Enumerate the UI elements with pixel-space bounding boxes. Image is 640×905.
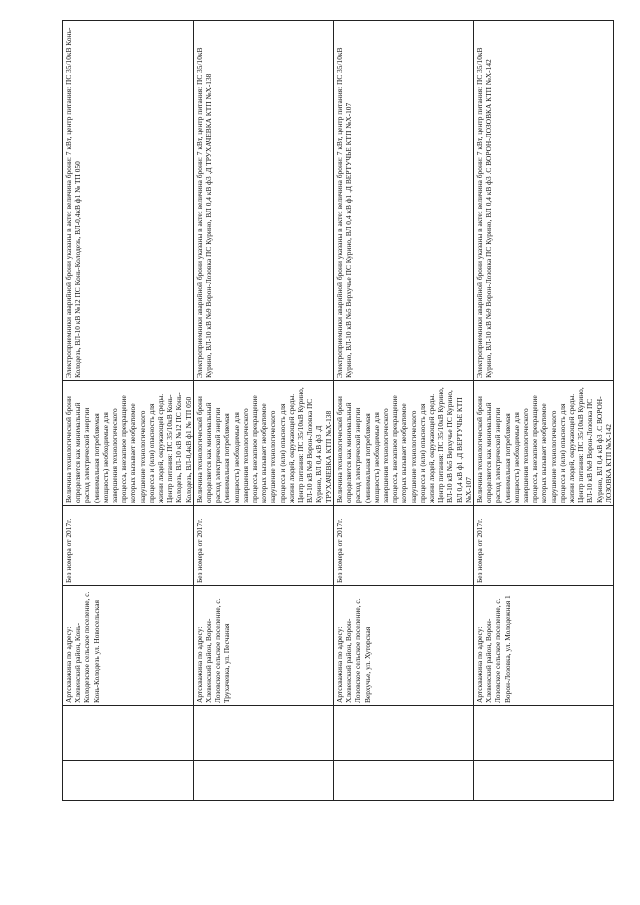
emergency-reserve-cell: Электроприемники аварийной брони указаны в акте: величина брони: 7 кВт, центр питания: ПС 35/10кВ Курино, ВЛ-10 кВ №5 Верхучье ПС Курино, ВЛ 0,4 кВ ф1 .Д ВЕРТУЧЬЕ КТП №Х-107 xyxy=(333,21,473,381)
blank-cell xyxy=(63,761,194,801)
tech-reserve-cell: Величина технологической брони определяется как минимальный расход электрической энергии (минимальная потребляемая мощность) необходимые для завершения технологического процесса, внезапное прекращение которых вызывает необратимое нарушение технологического процесса и (или) опасность для жизни людей, окружающей среды. Центр питания: ПС 35/10кВ Курино, ВЛ-10 кВ №9 Ворон-Лозовка ПС Курино, ВЛ 0,4 кВ ф3 .Д ТРУХАЧЕВКА КТП №Х-138 xyxy=(193,381,333,506)
table-row xyxy=(333,21,473,801)
blank-cell xyxy=(473,761,613,801)
address-cell: Артскважина по адресу: Хлевенский район, Конь-Колодезское сельское поселение, с. Конь-Колодезь ул. Новосельская xyxy=(63,586,194,706)
blank-cell xyxy=(193,761,333,801)
blank-cell xyxy=(193,706,333,761)
emergency-reserve-cell: Электроприемники аварийной брони указаны в акте: величина брони: 7 кВт, центр питания: ПС 35/10кВ Курино, ВЛ-10 кВ №9 Ворон-Лозовка ПС Курино, ВЛ 0,4 кВ ф3 .С ВОРОН-ЛОЗОВКА КТП №Х-142 xyxy=(473,21,613,381)
number-cell: Без номера от 2017г. xyxy=(473,506,613,586)
number-cell: Без номера от 2017г. xyxy=(63,506,194,586)
reserve-table xyxy=(62,20,614,801)
address-cell: Артскважина по адресу: Хлевенский район, Ворон-Лозовское сельское поселение, с. Ворон-Лозовка, ул. Молодежная 1 xyxy=(473,586,613,706)
tech-reserve-cell: Величина технологической брони определяется как минимальный расход электрической энергии (минимальная потребляемая мощность) необходимые для завершения технологического процесса, внезапное прекращение которых вызывает необратимое нарушение технологического процесса и (или) опасность для жизни людей, окружающей среды. Центр питания: ПС 35/10кВ Курино, ВЛ-10 кВ №9 Ворон-Лозовка ПС Курино, ВЛ 0,4 кВ ф3 .С ВОРОН-ЛОЗОВКА КТП №Х-142 xyxy=(473,381,613,506)
address-cell: Артскважина по адресу: Хлевенский район, Ворон-Лозовское сельское поселение, с. Верхучье, ул. Хуторская xyxy=(333,586,473,706)
blank-cell xyxy=(63,706,194,761)
address-cell: Артскважина по адресу: Хлевенский район, Ворон-Лозовское сельское поселение, с. Трухачевка, ул. Песчаная xyxy=(193,586,333,706)
emergency-reserve-cell: Электроприемники аварийной брони указаны в акте: величина брони: 7 кВт, центр питания: ПС 35/10кВ Конь-Колодезь, ВЛ-10 кВ №12 ПС Конь-Колодезь, ВЛ-0,4кВ ф1 № ТП 050 xyxy=(63,21,194,381)
table-row xyxy=(63,21,194,801)
rotated-table-wrapper xyxy=(62,21,613,801)
table-row xyxy=(193,21,333,801)
table-row xyxy=(473,21,613,801)
number-cell: Без номера от 2017г. xyxy=(193,506,333,586)
emergency-reserve-cell: Электроприемники аварийной брони указаны в акте: величина брони: 7 кВт, центр питания: ПС 35/10кВ Курино, ВЛ-10 кВ №9 Ворон-Лозовка ПС Курино, ВЛ 0,4 кВ ф3 .Д ТРУХАЧЕВКА КТП №Х-138 xyxy=(193,21,333,381)
tech-reserve-cell: Величина технологической брони определяется как минимальный расход электрической энергии (минимальная потребляемая мощность) необходимые для завершения технологического процесса, внезапное прекращение которых вызывает необратимое нарушение технологического процесса и (или) опасность для жизни людей, окружающей среды. Центр питания: ПС 35/10кВ Конь-Колодезь, ВЛ-10 кВ №12 ПС Конь-Колодезь, ВЛ-0,4кВ ф1 № ТП 050 xyxy=(63,381,194,506)
blank-cell xyxy=(473,706,613,761)
blank-cell xyxy=(333,761,473,801)
number-cell: Без номера от 2017г. xyxy=(333,506,473,586)
tech-reserve-cell: Величина технологической брони определяется как минимальный расход электрической энергии (минимальная потребляемая мощность) необходимые для завершения технологического процесса, внезапное прекращение которых вызывает необратимое нарушение технологического процесса и (или) опасность для жизни людей, окружающей среды. Центр питания: ПС 35/10кВ Курино, ВЛ-10 кВ №5 Верхучье ПС Курино, ВЛ 0,4 кВ ф1 .Д ВЕРТУЧЬЕ КТП №Х-107 xyxy=(333,381,473,506)
blank-cell xyxy=(333,706,473,761)
